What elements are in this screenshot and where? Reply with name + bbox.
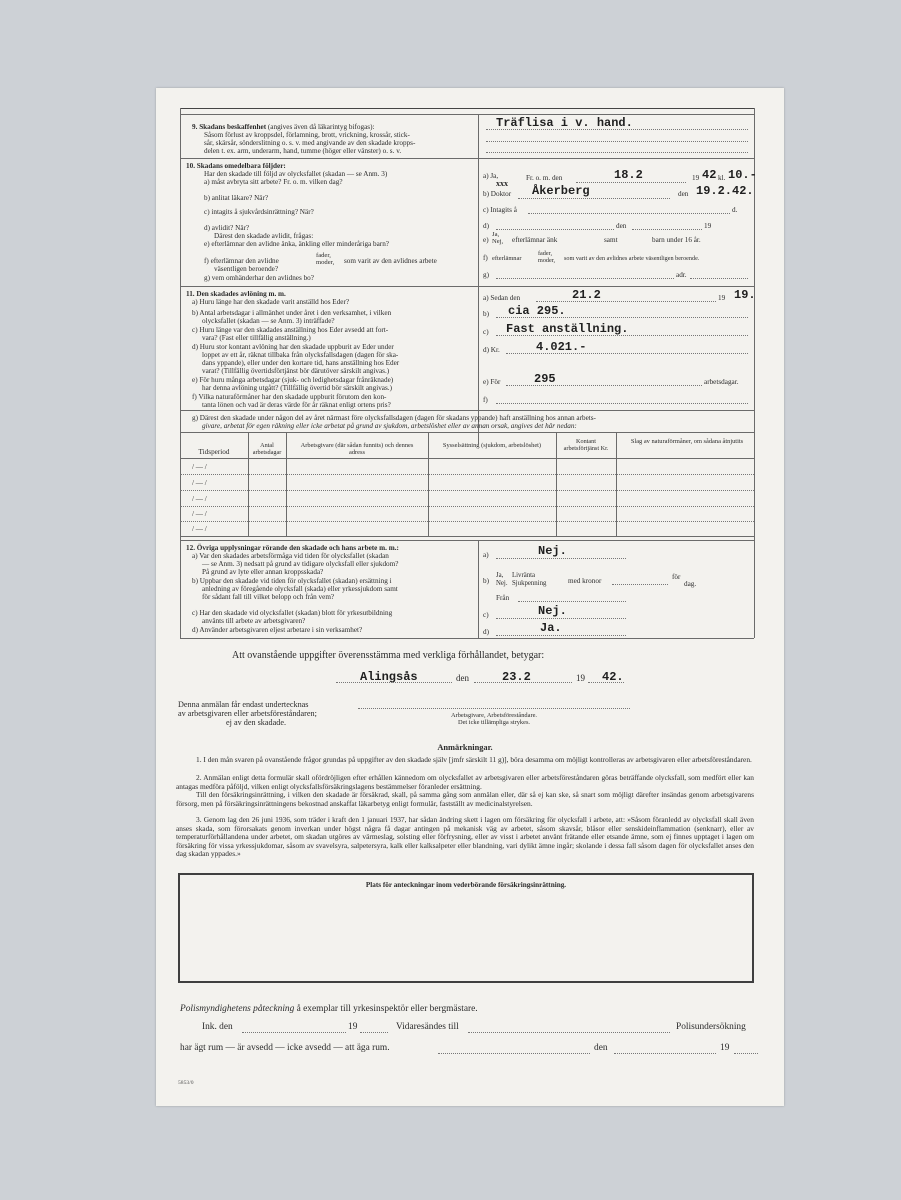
s11-e-val: 295: [534, 372, 556, 386]
s10-qf2: som varit av den avlidnes arbete: [344, 257, 437, 265]
s11-a-label: a) Sedan den: [483, 294, 521, 302]
s11-d-val: 4.021.-: [536, 340, 587, 354]
attest-note1: Denna anmälan får endast undertecknas: [178, 700, 309, 709]
s11-b-label: b): [483, 310, 489, 318]
s10-d-19: 19: [704, 222, 712, 230]
s11-qc2: vara? (Fast eller tillfällig anställning.): [202, 334, 311, 342]
s10-a-yearpre: 19: [692, 174, 700, 182]
attest-note3: ej av den skadade.: [226, 718, 287, 727]
s11-qf2: tanta lönen och vad är deras värde för år räknat enligt ortens pris?: [202, 401, 391, 409]
s11-qe1: e) För huru många arbetsdagar (sjuk- och ledighetsdagar frånräknade): [192, 376, 394, 384]
attest-text: Att ovanstående uppgifter överensstämma med verkliga förhållandet, betygar:: [232, 650, 545, 661]
attest-year: 42.: [602, 670, 624, 684]
s11-qb2: olycksfallet (skadan — se Anm. 3) inträffade?: [202, 317, 335, 325]
s11-title: 11. Den skadades avlöning m. m.: [186, 290, 286, 298]
s10-e-txt1: efterlämnar änk: [512, 236, 558, 244]
s12-b-nej: Nej.: [496, 580, 508, 587]
s11-e-unit: arbetsdagar.: [704, 378, 739, 386]
th-employer: Arbetsgivare (där sådan funnits) och dennes adress: [300, 442, 414, 456]
anm-p1: 1. I den mån svaren på ovanstående frågor grundas på uppgifter av den skadade själv [jmfr särskilt 11 g)], böra desamma om möjligt kontrolleras av arbetsgivaren eller arbetsföreståndaren.: [196, 755, 752, 764]
s10-a-date: 18.2: [614, 168, 643, 182]
row-period: / — /: [192, 479, 207, 487]
s10-d-label: d): [483, 222, 489, 230]
s10-qf-fader: fader,: [316, 252, 331, 259]
anm-p2: 2. Anmälan enligt detta formulär skall ofördröjligen efter erhållen kännedom om olycksfallet av arbetsgivaren eller arbetsföreståndaren göras beträffande olycksfall, som medfört eller kan antagas medföra påföljd, vilken enligt olycksfallsförsäkringslagens bestämmelser föranleder ersättning.: [176, 773, 754, 791]
s12-b-med: med kronor: [568, 577, 602, 585]
s11-b-val: cia 295.: [508, 304, 566, 318]
s10-e-ja: Ja,: [492, 231, 500, 238]
s12-qa2: — se Anm. 3) nedsatt på grund av tidigare olycksfall eller sjukdom?: [202, 560, 399, 568]
s12-b-label: b): [483, 577, 489, 585]
th-period: Tidsperiod: [198, 448, 230, 456]
form-code: 5853/0: [178, 1080, 194, 1086]
police-ink: Ink. den: [202, 1022, 233, 1032]
s12-b-ja: Ja,: [496, 572, 504, 579]
s11-c-label: c): [483, 328, 489, 336]
s10-qf-moder: moder,: [316, 259, 335, 266]
s12-b-fran: Från: [496, 594, 510, 602]
s11-qg2: givare, arbetat för egen räkning eller icke arbetat på grund av sjukdom, arbetslöshet eller av annan orsak, angives det här nedan:: [202, 422, 577, 430]
s10-b-date: 19.2.42.: [696, 184, 754, 198]
attest-place: Alingsås: [360, 670, 418, 684]
s9-title: 9. Skadans beskaffenhet: [192, 123, 267, 131]
s12-a-val: Nej.: [538, 544, 567, 558]
s10-a-from: Fr. o. m. den: [526, 174, 563, 182]
s11-f-label: f): [483, 396, 488, 404]
s11-a-19: 19: [718, 294, 726, 302]
s10-qe: e) efterlämnar den avlidne änka, änkling eller minderåriga barn?: [204, 240, 389, 248]
s12-c-label: c): [483, 611, 489, 619]
s11-qd3: dans yppande), eller under den kortare tid, hans anställning hos Eder: [202, 359, 400, 367]
s10-title: 10. Skadans omedelbara följder:: [186, 162, 286, 170]
attest-den: den: [456, 673, 469, 683]
s11-a-date: 21.2: [572, 288, 601, 302]
s9-sub4: delen t. ex. arm, underarm, hand, tumme (höger eller vänster) o. s. v.: [204, 147, 402, 155]
s12-qc1: c) Har den skadade vid olycksfallet (skadan) blott för yrkesutbildning: [192, 609, 393, 617]
s10-f-txt2: som varit av den avlidnes arbete väsentligen beroende.: [564, 255, 700, 262]
police-pol: Polisundersökning: [676, 1022, 746, 1032]
th-occupation: Sysselsättning (sjukdom, arbetslöshet): [442, 442, 542, 449]
s12-d-label: d): [483, 628, 489, 636]
s10-f-fader: fader,: [538, 250, 553, 257]
s11-qb1: b) Antal arbetsdagar i allmänhet under året i den verksamhet, i vilken: [192, 309, 392, 317]
s10-q0: Har den skadade till följd av olycksfallet (skadan — se Anm. 3): [204, 170, 388, 178]
s11-qa: a) Huru länge har den skadade varit anställd hos Eder?: [192, 298, 350, 306]
attest-yearpre: 19: [576, 673, 585, 683]
row-period: / — /: [192, 510, 207, 518]
anm-title: Anmärkningar.: [437, 743, 493, 752]
s10-g-label: g): [483, 271, 489, 279]
s10-c-label: c) Intagits å: [483, 206, 517, 214]
s10-qc: c) intagits å sjukvårdsinrättning? När?: [204, 208, 314, 216]
s10-f-label: f): [483, 254, 488, 262]
police-vid: Vidaresändes till: [396, 1022, 459, 1032]
s9-sub2: Såsom förlust av kroppsdel, förlamning, brott, vrickning, krossår, stick-: [204, 131, 410, 139]
s10-b-label: b) Doktor: [483, 190, 512, 198]
s10-d-den: den: [616, 222, 627, 230]
attest-sig1: Arbetsgivare, Arbetsföreståndare.: [450, 712, 538, 719]
s10-qf1: f) efterlämnar den avlidne: [204, 257, 279, 265]
s10-qa: a) måst avbryta sitt arbete? Fr. o. m. vilken dag?: [204, 178, 343, 186]
police-19b: 19: [720, 1043, 730, 1053]
s12-qd: d) Använder arbetsgivaren eljest arbetare i sin verksamhet?: [192, 626, 363, 634]
s10-qd: d) avlidit? När?: [204, 224, 250, 232]
s10-e-txt3: barn under 16 år.: [652, 236, 701, 244]
anm-p2b: Till den försäkringsinrättning, i vilken den skadade är försäkrad, skall, på samma gång som anmälan eller, där så ej kan ske, så snart som möjligt därefter insändas genom arbetsgivarens försorg, men på försäkringsinrättningens bekostnad anskaffat läkarbetyg enligt formulär, fastställt av medicinalstyrelsen.: [176, 790, 754, 808]
s9-sub3: sår, skärsår, sönderslitning o. s. v. med angivande av den skadade kropps-: [204, 139, 416, 147]
s11-d-label: d) Kr.: [483, 346, 500, 354]
s9-sub1: (angives även då läkarintyg bifogas):: [267, 123, 375, 131]
s10-qd2: Därest den skadade avlidit, frågas:: [214, 232, 314, 240]
s11-c-val: Fast anställning.: [506, 322, 629, 336]
th-benefits: Slag av naturaförmåner, om sådana åtnjutits: [630, 438, 744, 445]
s12-title: 12. Övriga upplysningar rörande den skadade och hans arbete m. m.:: [186, 544, 399, 552]
s12-qa3: På grund av lyte eller annan kroppsskada?: [202, 568, 324, 576]
column-divider: [478, 114, 479, 444]
s12-c-val: Nej.: [538, 604, 567, 618]
s10-a-year: 42: [702, 168, 717, 182]
s11-e-label: e) För: [483, 378, 501, 386]
s10-e-label: e): [483, 236, 489, 244]
s12-b-sjukpenning: Sjukpenning: [512, 580, 547, 587]
s10-g-adr: adr.: [676, 271, 687, 279]
attest-sig2: Det icke tillämpliga strykes.: [457, 719, 531, 726]
s10-qg: g) vem omhänderhar den avlidnes bo?: [204, 274, 314, 282]
s10-qf3: väsentligen beroende?: [214, 265, 279, 273]
police-19: 19: [348, 1022, 358, 1032]
s10-e-nej: Nej,: [492, 238, 504, 245]
s12-a-label: a): [483, 551, 489, 559]
box-title: Plats för anteckningar inom vederbörande försäkringsinrättning.: [365, 881, 567, 889]
s9-answer: Träflisa i v. hand.: [496, 116, 633, 130]
police-den: den: [594, 1043, 608, 1053]
s12-qb2: anledning av föregående olycksfall (skada) eller yrkessjukdom samt: [202, 585, 398, 593]
s11-qc1: c) Huru länge var den skadades anställning hos Eder avsedd att fort-: [192, 326, 389, 334]
row-period: / — /: [192, 495, 207, 503]
s10-a-xxx: xxx: [496, 179, 508, 188]
attest-note2: av arbetsgivaren eller arbetsföreståndaren;: [178, 709, 317, 718]
s10-a-kl: kl.: [718, 174, 726, 182]
s10-c-den: d.: [732, 206, 738, 214]
s12-qb1: b) Uppbar den skadade vid tiden för olycksfallet (skadan) ersättning i: [192, 577, 392, 585]
s11-qd2: loppet av ett år, räknat tillbaka från olycksfallsdagen (dagen för ska-: [202, 351, 399, 359]
s10-qb: b) anlitat läkare? När?: [204, 194, 269, 202]
attest-date: 23.2: [502, 670, 531, 684]
document-sheet: [156, 88, 784, 1106]
s10-b-name: Åkerberg: [532, 184, 590, 198]
police-title: Polismyndighetens påteckning: [180, 1004, 295, 1014]
row-period: / — /: [192, 463, 207, 471]
s12-qb3: för sådant fall till vilket belopp och från vem?: [202, 593, 335, 601]
s11-qg1: g) Därest den skadade under någon del av året närmast före olycksfallsdagen (dagen för skadans yppande) haft anställning hos annan arbets-: [192, 414, 596, 422]
s12-d-val: Ja.: [540, 621, 562, 635]
th-earnings: Kontant arbetsförtjänst Kr.: [563, 438, 609, 452]
s12-qa1: a) Var den skadades arbetsförmåga vid tiden för olycksfallet (skadan: [192, 552, 389, 560]
s10-b-den: den: [678, 190, 689, 198]
s11-qd1: d) Huru stor kontant avlöning har den skadade uppburit av Eder under: [192, 343, 394, 351]
s12-b-livranta: Livränta: [512, 572, 536, 579]
police-har: har ägt rum — är avsedd — icke avsedd — att äga rum.: [180, 1043, 390, 1053]
s11-qd4: varat? (Tillfällig övertidsförtjänst bör därutöver särskilt angivas.): [202, 367, 390, 375]
s11-qf1: f) Vilka naturaförmåner har den skadade uppburit förutom den kon-: [192, 393, 387, 401]
s10-f-txt1: efterlämnar: [492, 255, 522, 262]
s11-a-year: 19.: [734, 288, 756, 302]
s12-b-for: för: [672, 573, 681, 581]
th-days: Antal arbetsdagar: [252, 442, 282, 456]
s10-f-moder: moder,: [538, 257, 556, 264]
s11-qe2: har denna avlöning utgått? (Tillfällig övertid bör särskilt angivas.): [202, 384, 392, 392]
insurance-notes-box: [178, 873, 754, 983]
row-period: / — /: [192, 525, 207, 533]
s12-qc2: använts till arbete av arbetsgivaren?: [202, 617, 306, 625]
anm-p3: 3. Genom lag den 26 juni 1936, som träder i kraft den 1 januari 1937, har sådan ändring skett i lagen om försäkring för olycksfall i arbete, att: »Såsom föranledd av olycksfall skall även anses skada, som förorsakats genom inverkan under högst några få dagar antingen på mekanisk väg av arbetet, såsom skavsår, blåsor eller senskideinflammation (senknarr), eller av temperaturförhållandena under arbetet, om skadan utgöres av värmeslag, solsting eller förfrysning, eller av visst i arbetet använt frätande eller etsande ämne, som ej finnes upptaget i lagen om försäkring för vissa yrkessjukdomar, såsom av svavelsyra, salpetersyra, kalk eller kalksalpeter eller blandning, vari dylikt ämne ingår; skolande i dessa fall såsom dagen för olycksfallet anses den dag skadan yppades.»: [176, 815, 754, 859]
s10-a-kl-val: 10.-: [728, 168, 757, 182]
s12-b-dag: dag.: [684, 580, 697, 588]
s10-a-label: a) Ja,: [483, 172, 499, 180]
s10-e-txt2: samt: [604, 236, 618, 244]
police-title-rest: å exemplar till yrkesinspektör eller bergmästare.: [296, 1004, 478, 1014]
